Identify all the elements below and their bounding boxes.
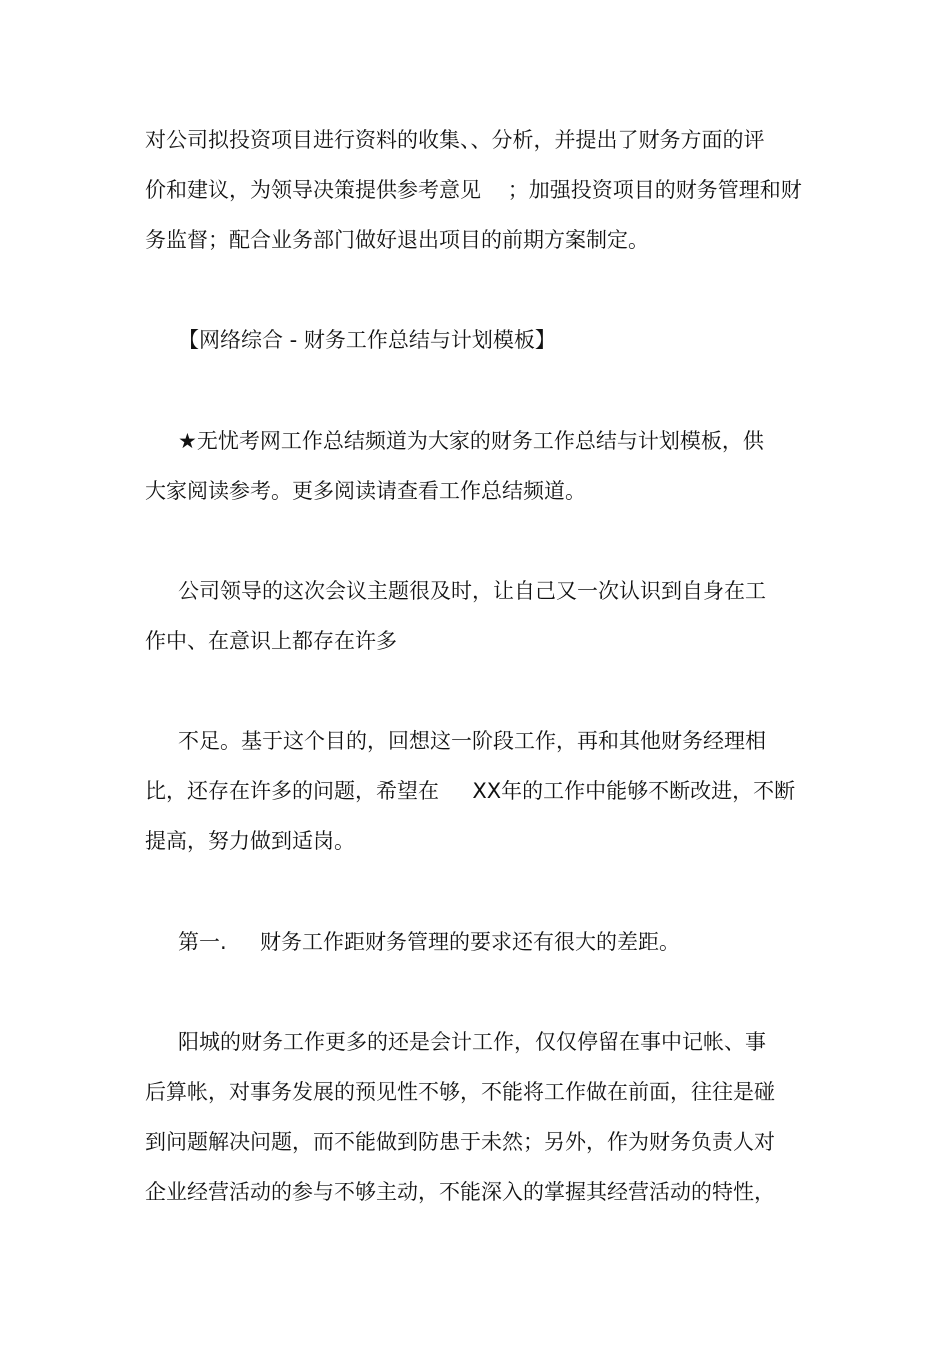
text-line: 作中、在意识上都存在许多 (145, 629, 397, 653)
text-line: 大家阅读参考。更多阅读请查看工作总结频道。 (145, 479, 586, 503)
text-line: 对公司拟投资项目进行资料的收集、、分析，并提出了财务方面的评 (145, 128, 765, 152)
text-line: 比，还存在许多的问题，希望在 XX年的工作中能够不断改进，不断 (145, 779, 796, 803)
text-line: ★无忧考网工作总结频道为大家的财务工作总结与计划模板，供 (178, 429, 764, 453)
text-line: 务监督；配合业务部门做好退出项目的前期方案制定。 (145, 228, 649, 252)
text-line: 后算帐，对事务发展的预见性不够，不能将工作做在前面，往往是碰 (145, 1080, 775, 1104)
numbered-heading: 第一. 财务工作距财务管理的要求还有很大的差距。 (178, 930, 681, 954)
text-line: 公司领导的这次会议主题很及时，让自己又一次认识到自身在工 (178, 579, 766, 603)
text-line: 到问题解决问题，而不能做到防患于未然；另外，作为财务负责人对 (145, 1130, 775, 1154)
text-line: 企业经营活动的参与不够主动，不能深入的掌握其经营活动的特性， (145, 1180, 775, 1204)
section-heading: 【网络综合 - 财务工作总结与计划模板】 (178, 328, 556, 352)
text-line: 价和建议，为领导决策提供参考意见 ；加强投资项目的财务管理和财 (145, 178, 802, 202)
text-line: 不足。基于这个目的，回想这一阶段工作，再和其他财务经理相 (178, 729, 766, 753)
text-line: 阳城的财务工作更多的还是会计工作，仅仅停留在事中记帐、事 (178, 1030, 766, 1054)
text-line: 提高，努力做到适岗。 (145, 829, 355, 853)
